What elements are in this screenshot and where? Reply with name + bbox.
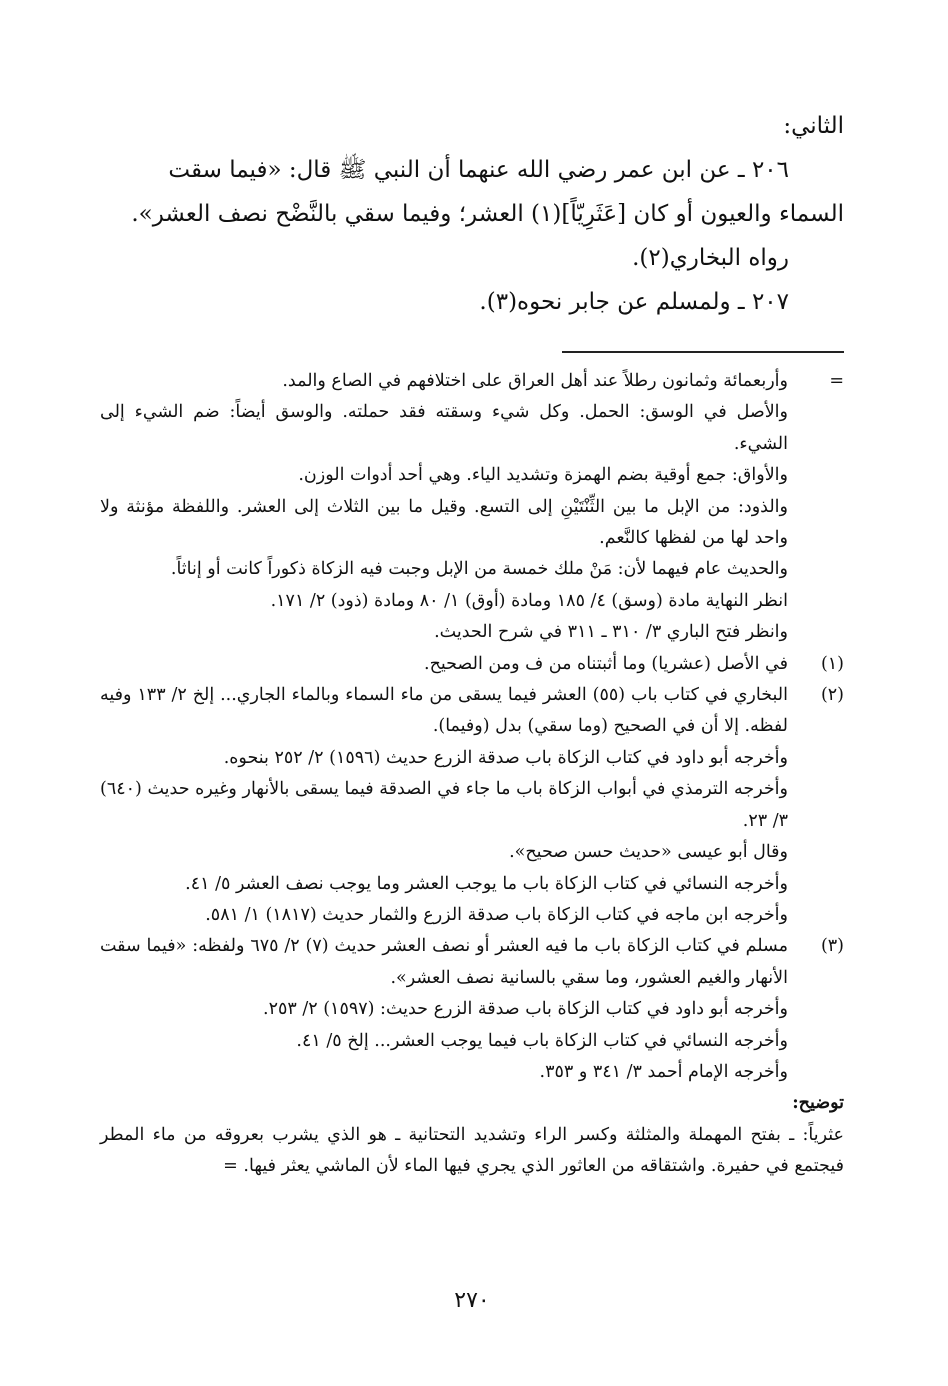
footnote-line: وأخرجه أبو داود في كتاب الزكاة باب صدقة الزرع حديث: (١٥٩٧) ٢/ ٢٥٣.	[263, 999, 788, 1020]
section-heading: الثاني:	[783, 113, 844, 139]
footnote-line: في الأصل (عشريا) وما أثبتناه من ف ومن الصحيح.	[424, 653, 788, 674]
footnote-1-number: (١)	[820, 653, 844, 674]
footnote-3-number: (٣)	[820, 936, 844, 957]
page-number: ٢٧٠	[454, 1288, 490, 1313]
footnote-1	[100, 649, 844, 680]
footnote-line: وأخرجه النسائي في كتاب الزكاة باب فيما يوجب العشر... إلخ ٥/ ٤١.	[296, 1030, 788, 1051]
footnote-line: وأخرجه أبو داود في كتاب الزكاة باب صدقة الزرع حديث (١٥٩٦) ٢/ ٢٥٢ بنحوه.	[223, 747, 788, 768]
clarification-continuation-mark: =	[223, 1156, 238, 1177]
clarification-heading: توضيح:	[792, 1093, 844, 1114]
main-text	[100, 104, 844, 324]
footnote-line: انظر النهاية مادة (وسق) ٤/ ١٨٥ ومادة (أوق) ١/ ٨٠ ومادة (ذود) ٢/ ١٧١.	[270, 590, 788, 611]
footnote-line: وأخرجه ابن ماجه في كتاب الزكاة باب صدقة الزرع والثمار حديث (١٨١٧) ١/ ٥٨١.	[205, 904, 788, 925]
clarification-text	[100, 1120, 844, 1183]
footnote-line: وقال أبو عيسى «حديث حسن صحيح».	[509, 842, 788, 863]
hadith-207: ٢٠٧ ـ ولمسلم عن جابر نحوه(٣).	[479, 289, 789, 315]
continuation-mark: =	[829, 371, 844, 391]
footnote-line: وأخرجه الترمذي في أبواب الزكاة باب ما جاء في الصدقة فيما يسقى بالأنهار وغيره حديث (٦٤٠) ٣/ ٢٣.	[100, 779, 788, 831]
clarification-body: عثرياً: ـ بفتح المهملة والمثلثة وكسر الراء وتشديد التحتانية ـ هو الذي يشرب بعروقه من ماء المطر فيجتمع في حفيرة. واشتقاقه من العاثور الذي يجري فيها الماء لأن الماشي يعثر فيها.	[100, 1124, 844, 1177]
footnote-continuation	[100, 366, 844, 649]
footnote-line: وانظر فتح الباري ٣/ ٣١٠ ـ ٣١١ في شرح الحديث.	[434, 622, 788, 643]
footnotes	[100, 366, 844, 1183]
hadith-206-line-1: ٢٠٦ ـ عن ابن عمر رضي الله عنهما أن النبي ﷺ قال: «فيما سقت	[168, 157, 789, 183]
hadith-206-line-3: رواه البخاري(٢).	[632, 245, 789, 271]
footnote-line: والأصل في الوسق: الحمل. وكل شيء وسقته فقد حملته. والوسق أيضاً: ضم الشيء إلى الشيء.	[100, 402, 788, 454]
footnote-3	[100, 931, 844, 1088]
footnote-2	[100, 680, 844, 931]
footnote-line: وأخرجه الإمام أحمد ٣/ ٣٤١ و ٣٥٣.	[539, 1061, 788, 1082]
book-page	[100, 0, 844, 1386]
footnote-2-number: (٢)	[820, 685, 844, 706]
footnote-divider	[562, 351, 844, 353]
footnote-line: مسلم في كتاب الزكاة باب ما فيه العشر أو نصف العشر حديث (٧) ٢/ ٦٧٥ ولفظه: «فيما سقت الأنهار والغيم العشور، وما سقي بالسانية نصف العشر».	[100, 936, 789, 988]
footnote-line: والحديث عام فيهما لأن: مَنْ ملك خمسة من الإبل وجبت فيه الزكاة ذكوراً كانت أو إناثاً.	[170, 559, 788, 580]
footnote-line: وأخرجه النسائي في كتاب الزكاة باب ما يوجب العشر وما يوجب نصف العشر ٥/ ٤١.	[185, 873, 788, 894]
footnote-line: البخاري في كتاب باب (٥٥) العشر فيما يسقى من ماء السماء وبالماء الجاري... إلخ ٢/ ١٣٣ وفيه لفظه. إلا أن في الصحيح (وما سقي) بدل (وفيما).	[100, 685, 788, 737]
clarification	[100, 1088, 844, 1182]
footnote-line: وأربعمائة وثمانون رطلاً عند أهل العراق على اختلافهم في الصاع والمد.	[282, 371, 788, 391]
footnote-line: والذود: من الإبل ما بين الثِّنْتَيْنِ إلى التسع. وقيل ما بين الثلاث إلى العشر. واللفظة مؤنثة ولا واحد لها من لفظها كالنَّعم.	[100, 496, 788, 549]
footnote-line: والأواق: جمع أوقية بضم الهمزة وتشديد الياء. وهي أحد أدوات الوزن.	[298, 465, 788, 486]
hadith-206-line-2: السماء والعيون أو كان [عَثَرِيّاً](١) العشر؛ وفيما سقي بالنَّضْح نصف العشر».	[131, 201, 844, 227]
